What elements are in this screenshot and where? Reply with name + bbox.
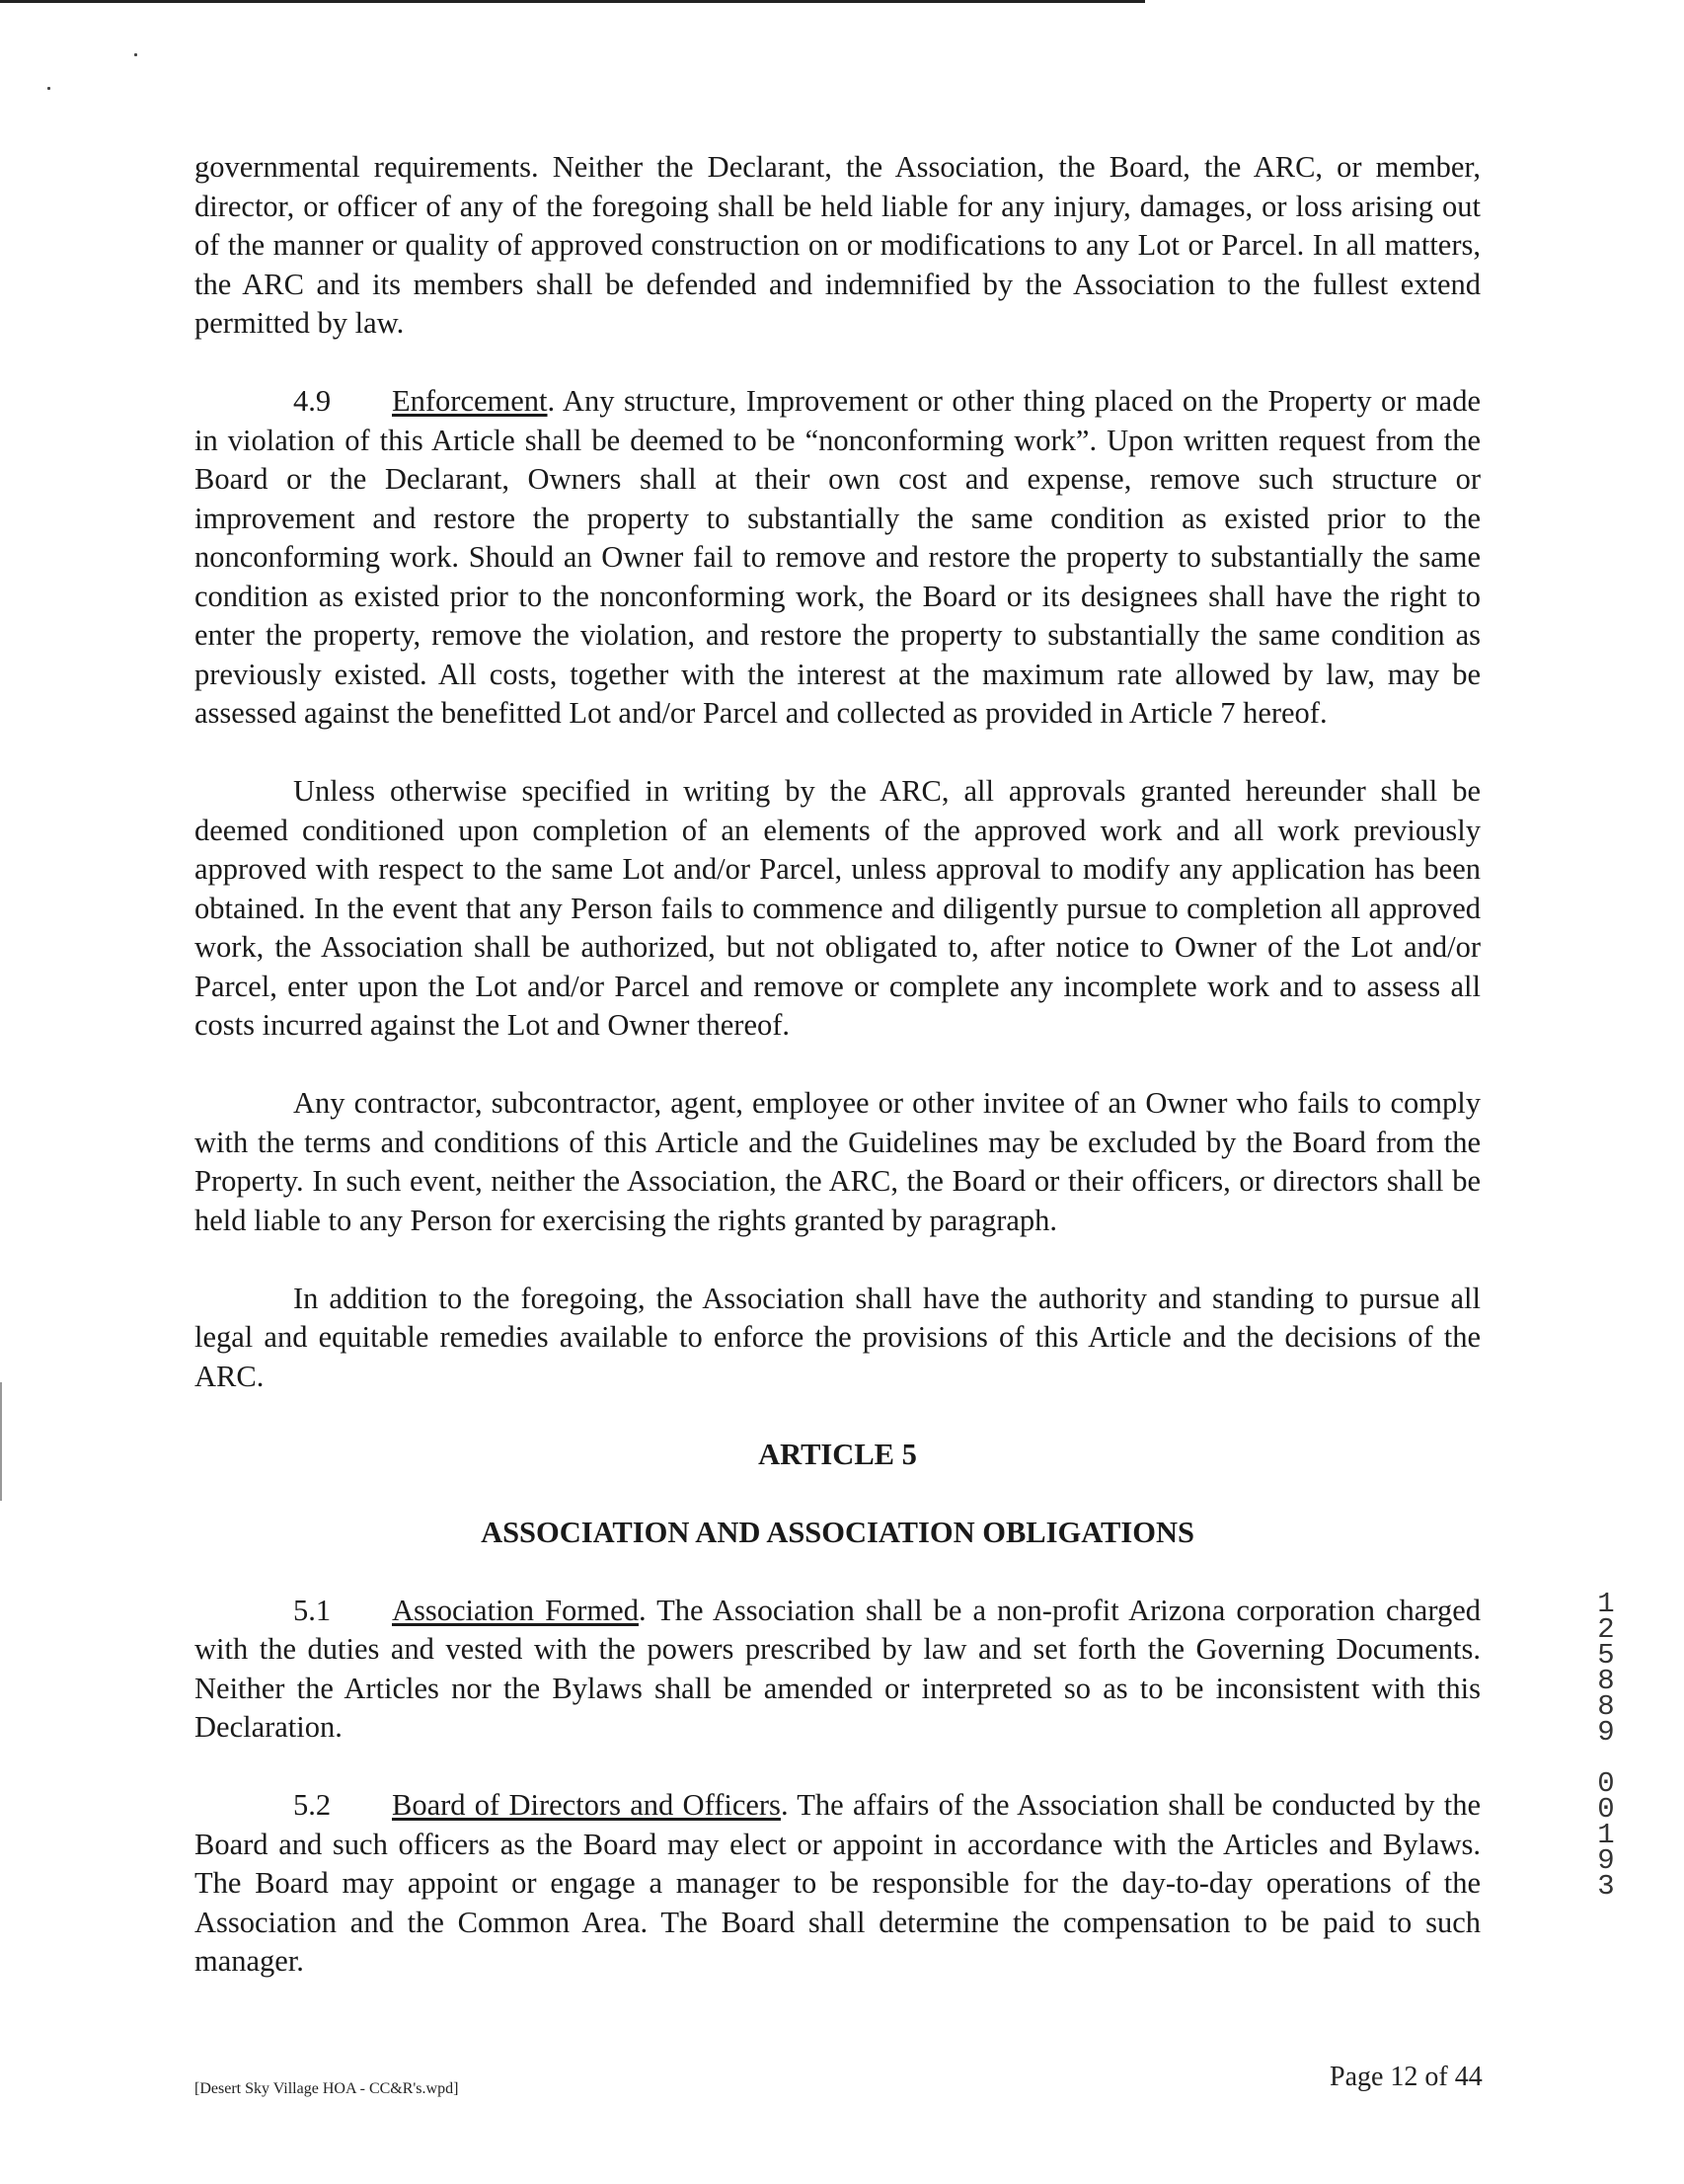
- contractors-paragraph: Any contractor, subcontractor, agent, employee or other invitee of an Owner who fails to comply with the terms and conditions of this Article and the Guidelines may be excluded by the Board from the Property. In such event, neither the Association, the ARC, the Board or their officers, or directors shall be held liable to any Person for exercising the rights granted by paragraph.: [194, 1086, 1481, 1237]
- section-body: . The affairs of the Association shall be conducted by the Board and such officers as the Board may elect or appoint in accordance with the Articles and Bylaws. The Board may appoint or engage a manager to be responsible for the day-to-day operations of the Association and the Common Area. The Board shall determine the compensation to be paid to such manager.: [194, 1788, 1481, 1978]
- section-5-1: [194, 1592, 1481, 1748]
- section-body: . Any structure, Improvement or other thing placed on the Property or made in violation of this Article shall be deemed to be “nonconforming work”. Upon written request from the Board or the Declarant, Owners shall at their own cost and expense, remove such structure or improvement and restore the property to substantially the same condition as existed prior to the nonconforming work. Should an Owner fail to remove and restore the property to substantially the same condition as existed prior to the nonconforming work, the Board or its designees shall have the right to enter the property, remove the violation, and restore the property to substantially the same condition as previously existed. All costs, together with the interest at the maximum rate allowed by law, may be assessed against the benefitted Lot and/or Parcel and collected as provided in Article 7 hereof.: [194, 384, 1481, 730]
- section-number: 5.2: [293, 1788, 332, 1822]
- stamp-digit: 1: [1597, 1819, 1615, 1851]
- remedies-paragraph: In addition to the foregoing, the Association shall have the authority and standing to pursue all legal and equitable remedies available to enforce the provisions of this Article and the decisions of the ARC.: [194, 1281, 1481, 1393]
- document-page: [194, 148, 1481, 1982]
- stamp-digit: 0: [1597, 1793, 1615, 1826]
- approvals-paragraph: Unless otherwise specified in writing by the ARC, all approvals granted hereunder shall be deemed conditioned upon completion of an elements of the approved work and all work previously approved with respect to the same Lot and/or Parcel, unless approval to modify any application has been obtained. In the event that any Person fails to commence and diligently pursue to completion all approved work, the Association shall be authorized, but not obligated to, after notice to Owner of the Lot and/or Parcel, enter upon the Lot and/or Parcel and remove or complete any incomplete work and to assess all costs incurred against the Lot and Owner thereof.: [194, 774, 1481, 1042]
- stamp-digit: 0: [1597, 1767, 1615, 1800]
- section-title: Board of Directors and Officers: [392, 1788, 781, 1822]
- section-title: Enforcement: [392, 384, 548, 418]
- stamp-digit: 8: [1597, 1665, 1615, 1697]
- footer-page-number: Page 12 of 44: [1330, 2062, 1483, 2092]
- section-number: 4.9: [293, 384, 332, 418]
- section-5-2: [194, 1786, 1481, 1982]
- article-title: ASSOCIATION AND ASSOCIATION OBLIGATIONS: [481, 1515, 1194, 1549]
- section-number: 5.1: [293, 1593, 332, 1627]
- scan-speck: [134, 53, 137, 56]
- section-4-9: [194, 382, 1481, 734]
- stamp-digit: 9: [1597, 1716, 1615, 1749]
- stamp-digit: 5: [1597, 1639, 1615, 1672]
- section-title: Association Formed: [392, 1593, 639, 1627]
- scan-speck: [47, 87, 50, 90]
- footer-file-label: [Desert Sky Village HOA - CC&R's.wpd]: [194, 2080, 459, 2097]
- stamp-digit: 2: [1597, 1613, 1615, 1646]
- stamp-digit: 8: [1597, 1690, 1615, 1723]
- stamp-digit: 3: [1597, 1870, 1615, 1903]
- section-body: . The Association shall be a non-profit Arizona corporation charged with the duties and vested with the powers prescribed by law and set forth the Governing Documents. Neither the Articles nor the Bylaws shall be amended or interpreted so as to be inconsistent with this Declaration.: [194, 1593, 1481, 1744]
- scan-left-edge: [0, 1382, 2, 1501]
- continuation-paragraph: governmental requirements. Neither the Declarant, the Association, the Board, the ARC, or member, director, or officer of any of the foregoing shall be held liable for any injury, damages, or loss arising out of the manner or quality of approved construction on or modifications to any Lot or Parcel. In all matters, the ARC and its members shall be defended and indemnified by the Association to the fullest extend permitted by law.: [194, 150, 1481, 340]
- stamp-digit: 1: [1597, 1588, 1615, 1620]
- article-heading: ARTICLE 5: [758, 1437, 917, 1471]
- recording-stamp: [1591, 1588, 1621, 1903]
- stamp-digit: 9: [1597, 1844, 1615, 1877]
- scan-top-rule: [0, 0, 1145, 3]
